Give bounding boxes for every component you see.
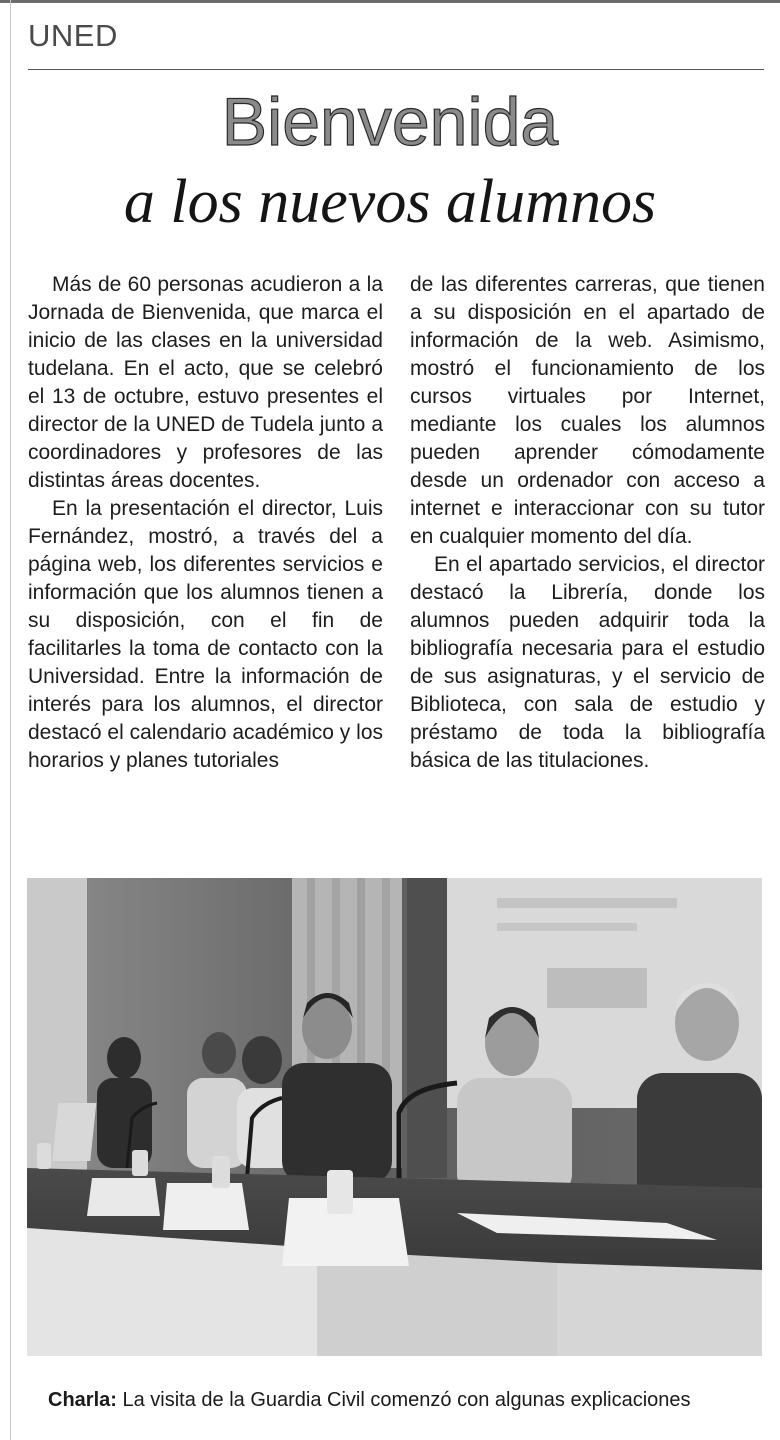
section-label: UNED [28, 18, 118, 53]
photo-caption [48, 1389, 768, 1412]
caption-text: La visita de la Guardia Civil comenzó con algunas explicaciones [122, 1389, 691, 1411]
caption-label: Charla: [48, 1389, 117, 1411]
headline-subtitle: a los nuevos alumnos [123, 168, 657, 236]
headline-title: Bienvenida [221, 84, 559, 160]
article-paragraph: En el apartado servicios, el director destacó la Librería, donde los alumnos pueden adquirir toda la bibliografía necesaria para el estudio de sus asignaturas, y el servicio de Biblioteca, con sala de estudio y préstamo de toda la bibliografía básica de las titulaciones. [410, 553, 765, 772]
article-column-left [28, 271, 383, 775]
article-paragraph: En la presentación el director, Luis Fernández, mostró, a través del a página web, los diferentes servicios e información que los alumnos tienen a su disposición, con el fin de facilitarles la toma de contacto con la Universidad. Entre la información de interés para los alumnos, el director destacó el calendario académico y los horarios y planes tutoriales [28, 497, 383, 772]
article-paragraph: de las diferentes carreras, que tienen a su disposición en el apartado de información de la web. Asimismo, mostró el funcionamiento de los cursos virtuales por Internet, mediante los cuales los alumnos pueden aprender cómodamente desde un ordenador con acceso a internet e interaccionar con su tutor en cualquier momento del día. [410, 273, 765, 548]
article-paragraph: Más de 60 personas acudieron a la Jornada de Bienvenida, que marca el inicio de las clases en la universidad tudelana. En el acto, que se celebró el 13 de octubre, estuvo presentes el director de la UNED de Tudela junto a coordinadores y profesores de las distintas áreas docentes. [28, 273, 383, 492]
article-column-right [410, 271, 765, 775]
section-divider [28, 69, 764, 70]
event-photo [27, 878, 762, 1356]
top-border-rule [0, 0, 780, 3]
